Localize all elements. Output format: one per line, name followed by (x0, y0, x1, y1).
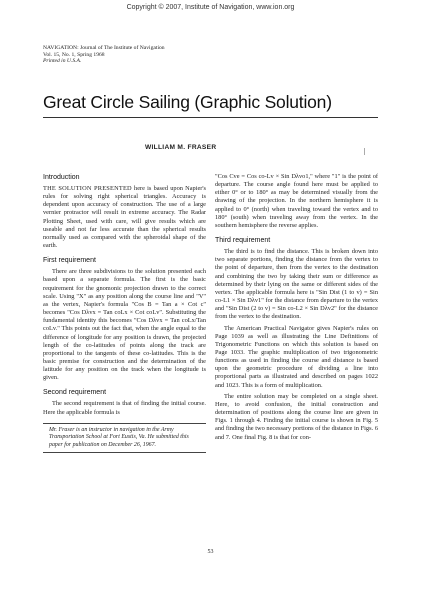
copyright-notice: Copyright © 2007, Institute of Navigation, www.ion.org (126, 4, 295, 11)
page-number: 53 (207, 549, 214, 555)
article-title: Great Circle Sailing (Graphic Solution) (43, 92, 332, 112)
second-requirement-paragraph: The second requirement is that of finding the initial course. Here the applicable formula is (43, 400, 206, 416)
intro-heading: Introduction (43, 174, 80, 181)
first-requirement-paragraph: There are three subdivisions to the solution presented each based upon a separate formula. The first is the basic requirement for the gnomonic projection drawn to the correct scale. Using "X" as any position along the course line and "V" as the vertex, Napier's formula "Cos B = Tan a × Cot c" becomes "Cos Dλvx = Tan coLx × Cot coLv". Substituting the fundamental identity this becomes "Cos Dλvx = Tan coLx/Tan coLv." This points out the fact that, when the angle equal to the difference of longitude for any position is drawn, the projected length of the co-latitudes of points along the track are proportional to the tangents of these co-latitudes. This is the basic premise for construction and the determination of the latitude for any position on the track when the longitude is given. (43, 268, 206, 382)
continued-paragraph: "Cos Cve = Cos co-Lv × Sin Dλvo1," where "1" is the point of departure. The course angle found here must be applied to either 0° or to 180° as may be determined visually from the drawing of the projection. In the northern hemisphere it is applied to 0° (north) when traveling toward the vertex and to 180° (south) when traveling away from the vertex. In the southern hemisphere the reverse applies. (215, 173, 378, 229)
title-rule (43, 117, 378, 118)
solution-paragraph: The entire solution may be completed on a single sheet. Here, to avoid confusion, the initial construction and determination of positions along the course line are given in Figs. 1 through 4. Finding the initial course is shown in Fig. 5 and finding the two necessary portions of the distance in Figs. 6 and 7. One final Fig. 8 is that for con- (215, 392, 378, 441)
intro-lead: THE SOLUTION PRESENTED (43, 185, 132, 192)
article-author: WILLIAM M. FRASER (145, 144, 217, 151)
journal-printed: Printed in U.S.A. (43, 58, 82, 65)
intro-paragraph (43, 185, 206, 250)
author-note: Mr. Fraser is an instructor in navigation in the Army Transportation School at Fort Eustis, Va. He submitted this paper for publication on December 26, 1967. (43, 423, 206, 453)
journal-volume: Vol. 15, No. 1, Spring 1968 (43, 51, 105, 58)
third-requirement-paragraph: The third is to find the distance. This is broken down into two separate portions, finding the distance from the vertex to the point of departure, then from the vertex to the destination and combining the two by taking their sum or difference as determined by their lying on the same or different sides of the vertex. The applicable formula here is "Sin Dist (1 to v) = Sin co-L1 × Sin Dλv1" for the distance from departure to the vertex and "Sin Dist (2 to v) = Sin co-L2 × Sin Dλv2" for the distance from the vertex to the destination. (215, 248, 378, 321)
first-requirement-heading: First requirement (43, 257, 96, 265)
napier-paragraph: The American Practical Navigator gives Napier's rules on Page 1039 as well as illustrating the Line Definitions of Trigonometric Functions on which this solution is based on Page 1033. The graphic multiplication of two trigonometric functions as used in finding the course and distance is based upon the geometric procedure of dividing a line into proportional parts as illustrated and described on pages 1022 and 1023. This is a form of multiplication. (215, 324, 378, 389)
third-requirement-heading: Third requirement (215, 237, 271, 245)
margin-mark (364, 148, 365, 155)
journal-name: NAVIGATION: Journal of The Institute of Navigation (43, 45, 165, 51)
right-column (215, 173, 378, 445)
journal-info (43, 45, 165, 65)
second-requirement-heading: Second requirement (43, 389, 107, 397)
intro-text: here is based upon Napier's rules for solving right spherical triangles. Accuracy is dependent upon accuracy of construction. The use of a large vernier protractor will result in extreme accuracy. The Radar Plotting Sheet, used with care, will give results which are useable and not far less accurate than the spherical results normally used as compared with the spheroidal shape of the earth. (43, 185, 206, 250)
left-column (43, 173, 206, 453)
